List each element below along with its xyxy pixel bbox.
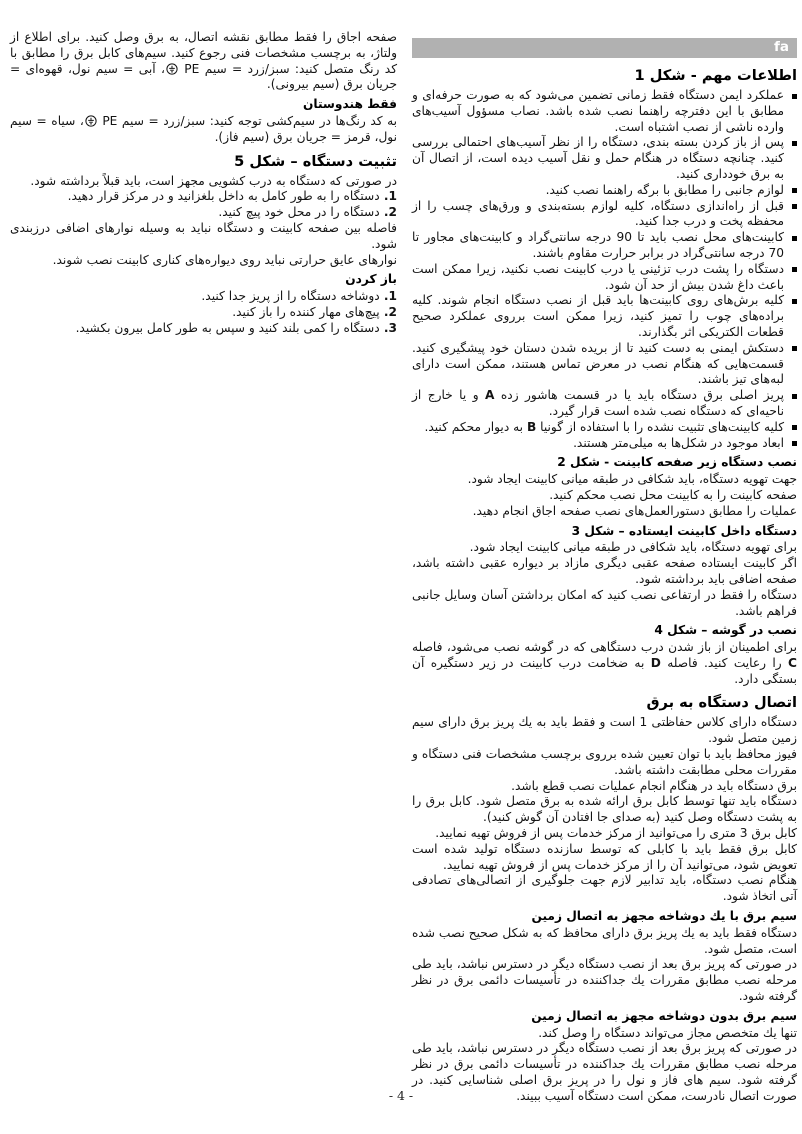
numbered-step <box>10 289 397 305</box>
sub-heading <box>412 1009 797 1025</box>
bullet-text <box>412 388 784 420</box>
text-run: عمليات را مطابق دستورالعمل‌هاى نصب صفحه اجاق انجام دهيد. <box>472 503 797 518</box>
bullet-text <box>412 436 784 452</box>
text-run: صفحه اجاق را فقط مطابق نقشه اتصال، به برق وصل كنيد. براى اطلاع از ولتاژ، به برچسب مشخصات فنى رجوع كنيد. سيم‌هاى كابل برق را مطابق با كد رنگ متصل كنيد: سبز/زرد = سيم PE <box>10 30 397 76</box>
text-run: دستگاه بايد تنها توسط كابل برق ارائه شده به برق متصل شود. كابل برق را به پشت دستگاه وصل كنيد (به صداى جا افتادن آن گوش كنيد). <box>412 794 797 825</box>
paragraph <box>412 873 797 905</box>
bullet-text <box>412 293 784 340</box>
text-run: تنها يك متخصص مجاز مى‌تواند دستگاه را وصل كند. <box>538 1025 797 1040</box>
bullet-text <box>412 262 784 294</box>
paragraph <box>10 30 397 93</box>
paragraph <box>412 1026 797 1042</box>
section-heading <box>10 153 397 171</box>
earth-ground-icon <box>166 63 178 75</box>
text-run: براى تهويه دستگاه، بايد شكافى در طبقه ميانى كابينت ايجاد شود. <box>469 540 797 555</box>
column-left <box>10 30 397 337</box>
bullet-square-icon <box>792 425 797 430</box>
paragraph <box>412 540 797 556</box>
paragraph <box>412 504 797 520</box>
bullet-square-icon <box>792 188 797 193</box>
text-run: در صورتى كه دستگاه به درب كشويى مجهز است، بايد قبلاً برداشته شود. <box>30 173 397 188</box>
text-run: كابينت‌هاى محل نصب بايد تا 90 درجه سانتى‌گراد و كابينت‌هاى مجاور تا 70 درجه سانتى‌گراد در برابر حرارت مقاوم باشند. <box>412 230 784 260</box>
section-heading <box>412 67 797 85</box>
inline-bold-label: C <box>788 655 797 670</box>
earth-ground-icon <box>85 115 97 127</box>
text-run: دستگاه را پشت درب تزئينى يا درب كابينت نصب نكنيد، زيرا ممكن است باعث داغ شدن بيش از حد آن شود. <box>412 261 784 292</box>
bullet-item <box>412 341 797 388</box>
sub-heading <box>412 909 797 925</box>
page-number: - 4 - <box>388 1088 414 1103</box>
paragraph <box>412 488 797 504</box>
step-number: 1. <box>379 289 397 304</box>
bullet-item <box>412 262 797 294</box>
bullet-item <box>412 388 797 420</box>
text-run: در صورتى كه پريز برق بعد از نصب دستگاه ديگر در دسترس نباشد، بايد طى مرحله نصب مطابق مقررات يك جداكننده در تأسيسات دائمى برق در نظر گرفته شود. سيم هاى فاز و نول را در پريز برق اصلى شناسايى كنيد. در صورت اتصال نادرست، ممكن است دستگاه آسيب ببيند. <box>412 1041 797 1103</box>
text-run: ابعاد موجود در شكل‌ها به ميلى‌متر هستند. <box>573 435 784 450</box>
bullet-item <box>412 183 797 199</box>
text-run: در صورتى كه پريز برق بعد از نصب دستگاه ديگر در دسترس نباشد، بايد طى مرحله نصب مطابق مقررات يك جداكننده در تأسيسات دائمى برق در نظر گرفته شود. <box>412 957 797 1004</box>
bullet-square-icon <box>792 236 797 241</box>
text-run: نوارهاى عايق حرارتى نبايد روى ديواره‌هاى كنارى كابينت نصب شوند. <box>52 252 397 267</box>
paragraph <box>412 926 797 958</box>
language-tab-bar <box>412 38 797 58</box>
text-run: فيوز محافظ بايد با توان تعيين شده برروى برچسب مشخصات فنى دستگاه و مقررات محلى مطابقت داشته باشد. <box>412 747 797 777</box>
bullet-item <box>412 293 797 340</box>
paragraph <box>412 588 797 620</box>
sub-heading <box>412 524 797 540</box>
text-run: كابل برق فقط بايد با كابلى كه توسط سازنده دستگاه توليد شده است تعويض شود، مى‌توانيد آن را از مركز خدمات پس از فروش تهيه نماييد. <box>412 841 797 872</box>
step-number: 3. <box>379 320 397 335</box>
text-run: دستگاه را در محل خود پيچ كنيد. <box>218 205 380 220</box>
text-run: اطلاعات مهم - شكل 1 <box>634 67 797 84</box>
text-run: پس از باز كردن بسته بندى، دستگاه را از نظر آسيب‌هاى احتمالى بررسى كنيد. چنانچه دستگاه در هنگام حمل و نقل آسيب ديده است، از اتصال آن به برق خوددارى كنيد. <box>412 135 784 181</box>
text-run: نصب دستگاه زير صفحه كابينت - شكل 2 <box>557 455 797 470</box>
text-run: دستگاه فقط بايد به يك پريز برق داراى محافظ كه به شكل صحيح نصب شده است، متصل شود. <box>412 925 797 956</box>
text-run: عملكرد ايمن دستگاه فقط زمانى تضمين مى‌شود كه به صورت حرفه‌اى و مطابق با اين دفترچه راهنما نصب شده باشد. نصاب مسؤول آسيب‌هاى وارده ناشى از نصب اشتباه است. <box>412 88 784 134</box>
text-run: فاصله بين صفحه كابينت و دستگاه نبايد به وسيله نوارهاى اضافى درزبندى شود. <box>10 220 397 251</box>
paragraph <box>412 556 797 588</box>
column-right <box>412 30 797 1105</box>
paragraph <box>10 114 397 146</box>
bullet-text <box>412 199 784 231</box>
bullet-item <box>412 436 797 452</box>
text-run: دستگاه را به طور كامل به داخل بلغزانيد و در مركز قرار دهيد. <box>67 189 380 204</box>
bullet-square-icon <box>792 394 797 399</box>
text-run: سيم برق با يك دوشاخه مجهز به اتصال زمين <box>531 909 797 924</box>
text-run: هنگام نصب دستگاه، بايد تدابير لازم جهت جلوگيرى از اتصالى‌هاى تصادفى آتى اتخاذ شود. <box>412 873 797 904</box>
text-run: را رعايت كنيد. فاصله <box>660 655 789 670</box>
text-run: دستگاه را كمى بلند كنيد و سپس به طور كامل بيرون بكشيد. <box>75 320 380 335</box>
paragraph <box>412 715 797 747</box>
text-run: دستكش ايمنى به دست كنيد تا از بريده شدن دستان خود پيشگيرى كنيد. قسمت‌هايى كه هنگام نصب در معرض تماس هستند، ممكن است داراى لبه‌هاى تيز باشند. <box>412 340 784 387</box>
text-run: به ضخامت درب كابينت در زير دستگيره آن بستگى دارد. <box>412 655 797 686</box>
text-run: برق دستگاه بايد در هنگام انجام عمليات نصب قطع باشد. <box>511 778 797 793</box>
bullet-item <box>412 420 797 436</box>
text-run: دستگاه داخل كابينت ايستاده – شكل 3 <box>571 523 797 538</box>
text-run: باز كردن <box>345 272 397 287</box>
bullet-text <box>412 420 784 436</box>
text-run: قبل از راه‌اندازى دستگاه، كليه لوازم بسته‌بندى و ورق‌هاى چسب را از محفظه پخت و درب جدا كنيد. <box>412 198 784 229</box>
text-run: لوازم جانبى را مطابق با برگه راهنما نصب كنيد. <box>545 182 784 197</box>
text-run: پريز اصلى برق دستگاه بايد يا در قسمت هاشور زده <box>494 388 784 403</box>
bullet-square-icon <box>792 346 797 351</box>
bullet-text <box>412 135 784 182</box>
text-run: جهت تهويه دستگاه، بايد شكافى در طبقه ميانى كابينت ايجاد شود. <box>467 472 797 487</box>
bullet-square-icon <box>792 441 797 446</box>
sub-heading <box>10 97 397 113</box>
bullet-item <box>412 199 797 231</box>
paragraph <box>412 747 797 779</box>
text-run: كابل برق 3 مترى را مى‌توانيد از مركز خدمات پس از فروش تهيه نماييد. <box>435 826 797 841</box>
step-number: 2. <box>379 304 397 319</box>
paragraph <box>412 842 797 874</box>
text-run: ، آبى = سيم نول، قهوه‌اى = جريان برق (سيم بيرونى). <box>10 61 397 92</box>
sub-heading <box>412 455 797 471</box>
step-number: 2. <box>379 205 397 220</box>
numbered-step <box>10 205 397 221</box>
inline-bold-label: A <box>485 388 495 403</box>
step-number: 1. <box>379 189 397 204</box>
paragraph <box>412 640 797 687</box>
bullet-square-icon <box>792 267 797 272</box>
numbered-step <box>10 189 397 205</box>
numbered-step <box>10 321 397 337</box>
paragraph <box>412 957 797 1004</box>
text-run: به كد رنگ‌ها در سيم‌كشى توجه كنيد: سبز/زرد = سيم PE <box>97 113 397 128</box>
paragraph <box>412 794 797 826</box>
paragraph <box>412 826 797 842</box>
text-run: دستگاه داراى كلاس حفاظتى 1 است و فقط بايد به يك پريز برق داراى سيم زمين متصل شود. <box>412 715 798 746</box>
bullet-text <box>412 341 784 388</box>
paragraph <box>10 174 397 190</box>
text-run: دستگاه را فقط در ارتفاعى نصب كنيد كه امكان برداشتن آسان وسايل جانبى فراهم باشد. <box>412 587 797 618</box>
bullet-item <box>412 230 797 262</box>
sub-heading <box>412 623 797 639</box>
text-run: تثبيت دستگاه – شكل 5 <box>234 152 397 170</box>
paragraph <box>10 253 397 269</box>
text-run: فقط هندوستان <box>302 97 397 112</box>
text-run: نصب در گوشه – شكل 4 <box>654 623 797 638</box>
sub-heading <box>10 272 397 288</box>
text-run: ، سياه = سيم نول، قرمز = جريان برق (سيم فاز). <box>10 113 397 144</box>
text-run: دوشاخه دستگاه را از پريز جدا كنيد. <box>201 289 380 304</box>
text-run: به ديوار محكم كنيد. <box>424 419 527 434</box>
text-run: سيم برق بدون دوشاخه مجهز به اتصال زمين <box>531 1008 797 1023</box>
text-run: كليه برش‌هاى روى كابينت‌ها بايد قبل از نصب دستگاه انجام شوند. كليه براده‌هاى چوب را تميز كنيد، زيرا ممكن است برروى عملكرد صحيح قطعات الكتريكى اثر بگذارند. <box>412 293 784 339</box>
bullet-square-icon <box>792 141 797 146</box>
bullet-square-icon <box>792 204 797 209</box>
inline-bold-label: D <box>650 655 661 670</box>
paragraph <box>412 472 797 488</box>
numbered-step <box>10 305 397 321</box>
bullet-item <box>412 135 797 182</box>
text-run: براى اطمينان از باز شدن درب دستگاهى كه در گوشه نصب مى‌شود، فاصله <box>412 640 797 655</box>
text-run: كليه كابينت‌هاى تثبيت نشده را با استفاده از گونيا <box>536 419 784 434</box>
bullet-square-icon <box>792 299 797 304</box>
text-run: و يا خارج از ناحيه‌اى كه دستگاه نصب شده است قرار گيرد. <box>412 388 784 418</box>
bullet-square-icon <box>792 94 797 99</box>
bullet-text <box>412 230 784 262</box>
language-code-label: fa <box>774 39 789 56</box>
section-heading <box>412 694 797 712</box>
bullet-text <box>412 88 784 135</box>
text-run: پيچ‌هاى مهار كننده را باز كنيد. <box>232 304 380 319</box>
text-run: اگر كابينت ايستاده صفحه عقبى ديگرى مازاد بر ديواره عقبى داشته باشد، صفحه اضافى بايد برداشته شود. <box>412 556 797 586</box>
paragraph <box>412 779 797 795</box>
bullet-item <box>412 88 797 135</box>
inline-bold-label: B <box>526 419 537 434</box>
text-run: صفحه كابينت را به كابينت محل نصب محكم كنيد. <box>549 487 797 502</box>
text-run: اتصال دستگاه به برق <box>646 694 797 712</box>
paragraph <box>10 221 397 253</box>
bullet-text <box>412 183 784 199</box>
